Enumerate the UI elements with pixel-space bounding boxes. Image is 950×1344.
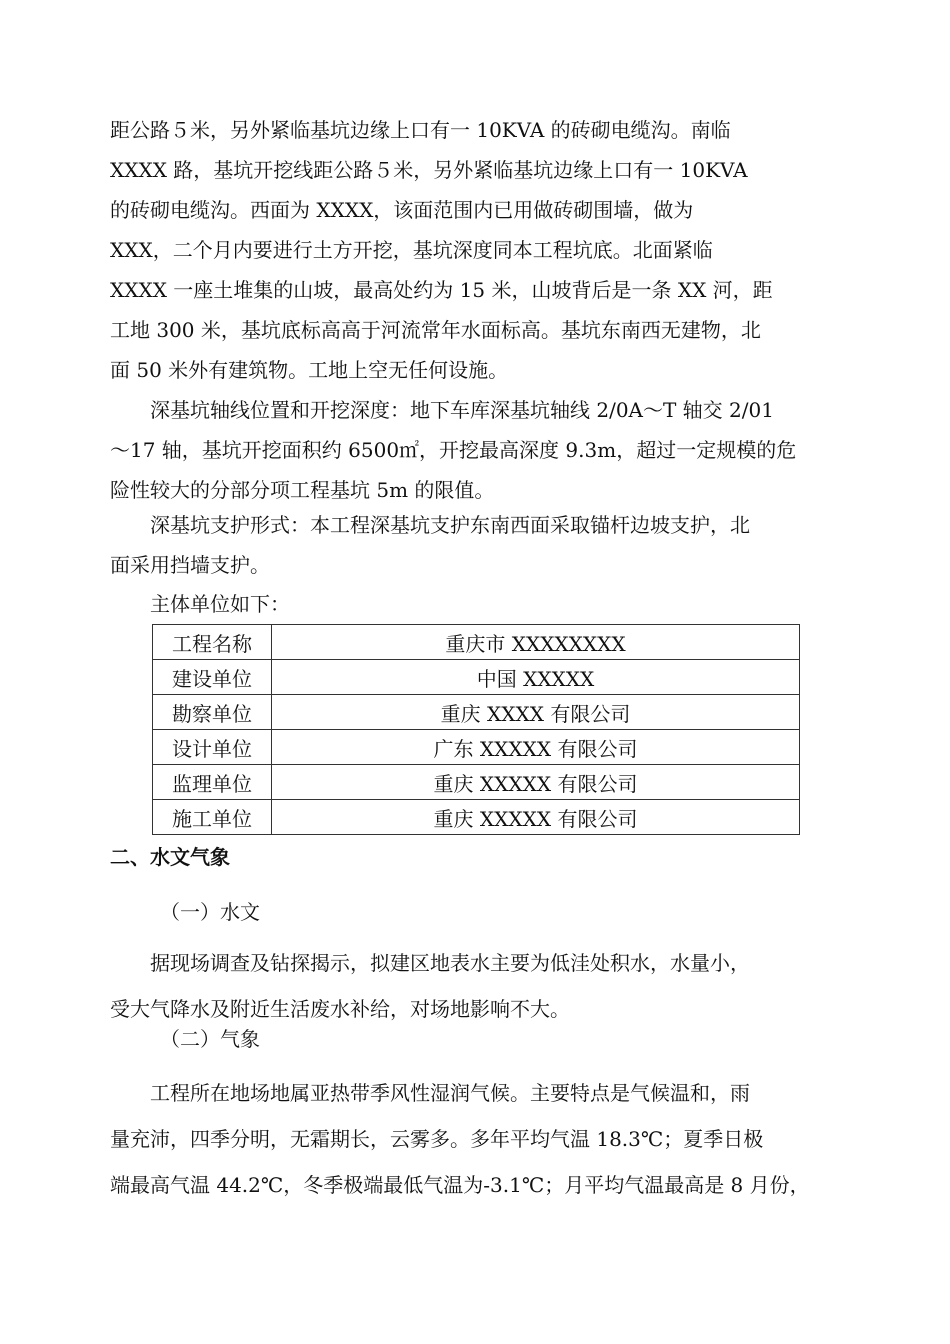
table-cell-value: 重庆 XXXXX 有限公司 [272,765,800,800]
table-cell-label: 施工单位 [153,800,272,835]
support-form-paragraph [110,505,845,585]
table-cell-value: 广东 XXXXX 有限公司 [272,730,800,765]
units-table [152,624,800,835]
table-cell-value: 重庆市 XXXXXXXX [272,625,800,660]
text-line: 的砖砌电缆沟。西面为 XXXX，该面范围内已用做砖砌围墙，做为 [110,198,694,222]
text-line: XXXX 路，基坑开挖线距公路５米，另外紧临基坑边缘上口有一 10KVA [110,158,748,182]
excavation-depth-paragraph [110,390,845,510]
text-line: 量充沛，四季分明，无霜期长，云雾多。多年平均气温 18.3℃；夏季日极 [110,1127,764,1151]
table-cell-label: 勘察单位 [153,695,272,730]
hydrology-paragraph [110,940,845,1032]
text-line: 险性较大的分部分项工程基坑 5m 的限值。 [110,478,495,502]
text-line: 距公路５米，另外紧临基坑边缘上口有一 10KVA 的砖砌电缆沟。南临 [110,118,731,142]
text-line: ～17 轴，基坑开挖面积约 6500㎡，开挖最高深度 9.3m，超过一定规模的危 [110,438,797,462]
table-cell-value: 重庆 XXXX 有限公司 [272,695,800,730]
units-intro [110,584,845,624]
text-line: 深基坑轴线位置和开挖深度：地下车库深基坑轴线 2/0A～T 轴交 2/01 [150,398,774,422]
text-line: 面 50 米外有建筑物。工地上空无任何设施。 [110,358,509,382]
text-line: 端最高气温 44.2℃，冬季极端最低气温为-3.1℃；月平均气温最高是 8 月份， [110,1173,810,1197]
table-cell-label: 监理单位 [153,765,272,800]
subsection-heading-hydrology: （一）水文 [160,900,260,924]
meteorology-paragraph [110,1070,845,1208]
text-line: 据现场调查及钻探揭示，拟建区地表水主要为低洼处积水，水量小， [150,951,750,975]
table-row [153,625,800,660]
table-row [153,695,800,730]
table-row [153,660,800,695]
text-line: 主体单位如下： [150,592,290,616]
text-line: XXXX 一座土堆集的山坡，最高处约为 15 米，山坡背后是一条 XX 河，距 [110,278,773,302]
site-surroundings-paragraph [110,110,845,390]
text-line: 深基坑支护形式：本工程深基坑支护东南西面采取锚杆边坡支护，北 [150,513,750,537]
text-line: 工地 300 米，基坑底标高高于河流常年水面标高。基坑东南西无建物，北 [110,318,761,342]
section-heading: 二、水文气象 [110,845,230,869]
table-row [153,765,800,800]
table-cell-label: 建设单位 [153,660,272,695]
text-line: 面采用挡墙支护。 [110,553,270,577]
table-cell-label: 设计单位 [153,730,272,765]
text-line: 受大气降水及附近生活废水补给，对场地影响不大。 [110,997,570,1021]
table-cell-value: 中国 XXXXX [272,660,800,695]
text-line: 工程所在地场地属亚热带季风性湿润气候。主要特点是气候温和，雨 [150,1081,750,1105]
table-row [153,730,800,765]
text-line: XXX，二个月内要进行土方开挖，基坑深度同本工程坑底。北面紧临 [110,238,713,262]
table-cell-label: 工程名称 [153,625,272,660]
table-cell-value: 重庆 XXXXX 有限公司 [272,800,800,835]
table-row [153,800,800,835]
subsection-heading-meteorology: （二）气象 [160,1027,260,1051]
